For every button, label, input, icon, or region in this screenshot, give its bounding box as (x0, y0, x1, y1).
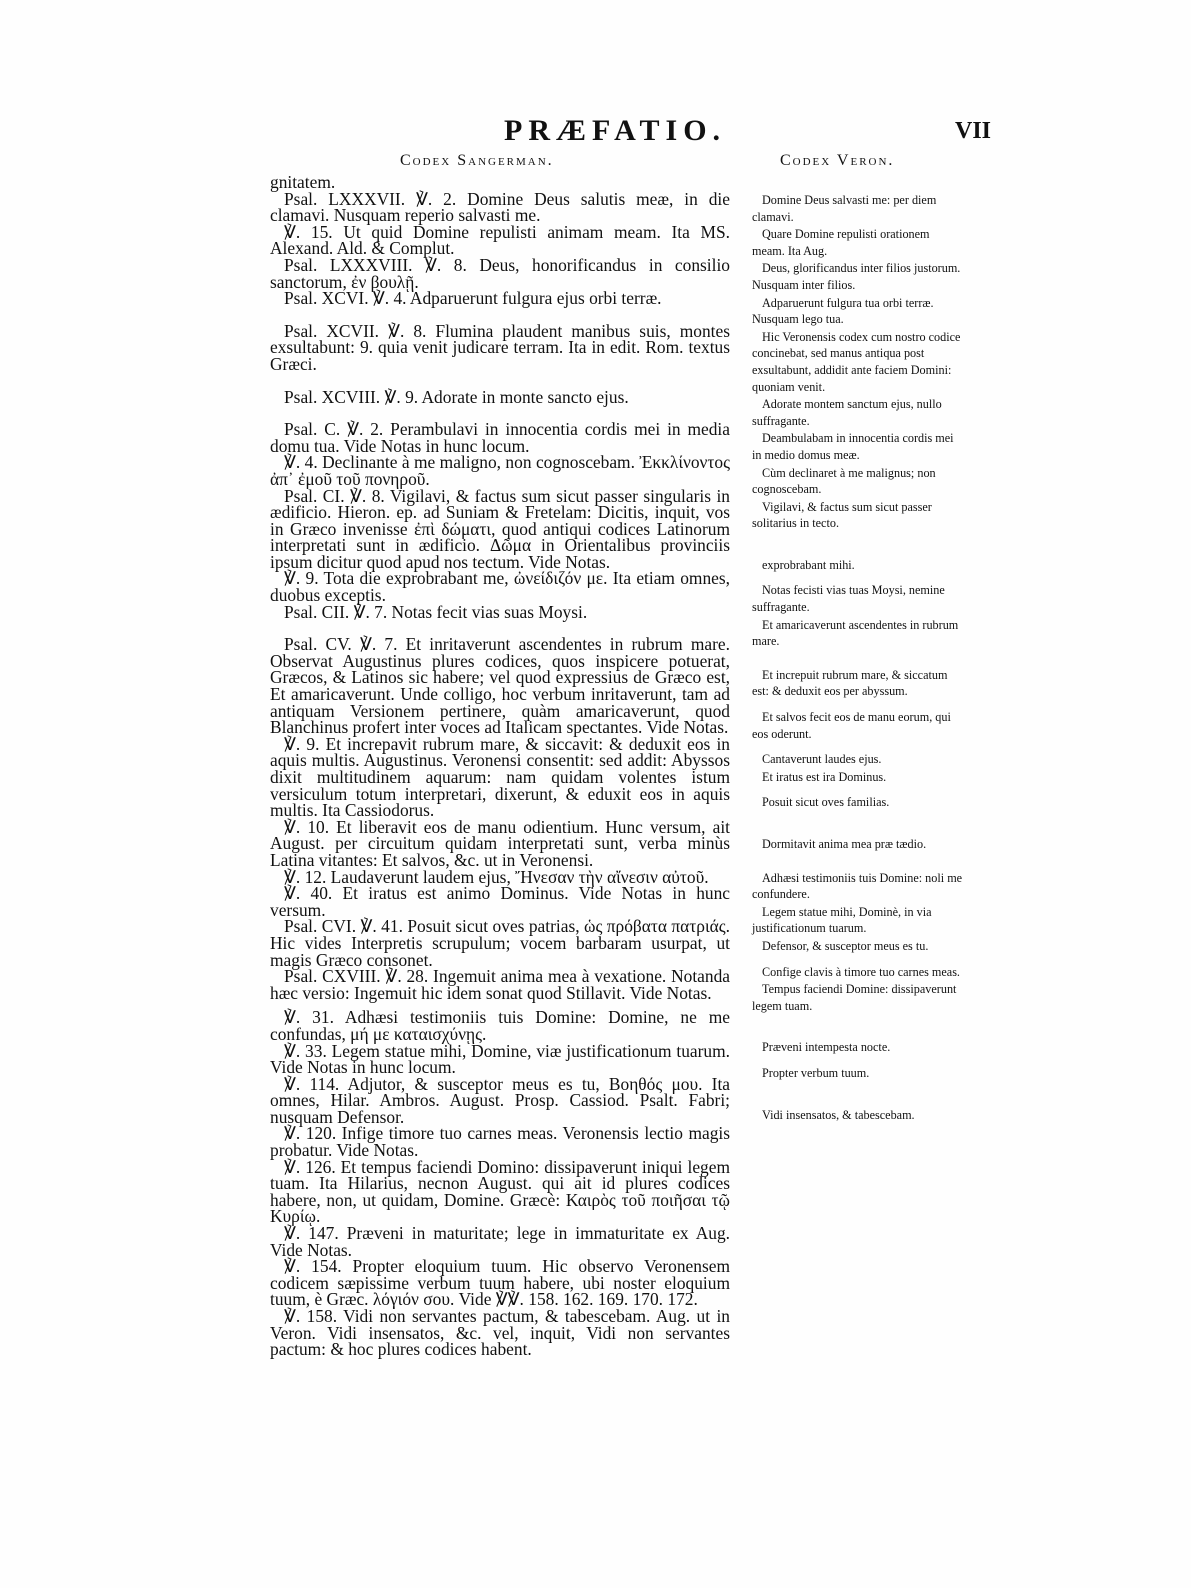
left-entry: ℣. 9. Tota die exprobrabant me, ὠνείδιζόν με. Ita etiam omnes, duobus exceptis. (270, 568, 730, 606)
right-entry: Præveni intempesta nocte. (762, 1040, 891, 1055)
right-entry: Posuit sicut oves familias. (762, 795, 890, 810)
left-entry: Psal. XCVII. ℣. 8. Flumina plaudent manibus suis, montes exsultabunt: 9. quia venit judicare terram. Ita in edit. Rom. textus Græci. (270, 320, 730, 374)
column-heading-left: Codex Sangerman. (400, 152, 554, 169)
right-entry: Notas fecisti vias tuas Moysi, nemine suffragante. (752, 583, 945, 615)
right-entry: Confige clavis à timore tuo carnes meas. (762, 964, 960, 979)
right-entry: Et amaricaverunt ascendentes in rubrum mare. (752, 617, 959, 649)
right-entry: Adhæsi testimoniis tuis Domine: noli me confundere. (752, 870, 963, 902)
right-entry: Defensor, & susceptor meus es tu. (762, 938, 929, 953)
left-entry: ℣. 120. Infige timore tuo carnes meas. Veronensis lectio magis probatur. Vide Notas. (270, 1123, 730, 1161)
right-entry: Et iratus est ira Dominus. (762, 769, 887, 784)
left-entry: ℣. 33. Legem statue mihi, Domine, viæ justificationum tuarum. Vide Notas in hunc locum. (270, 1040, 730, 1078)
right-entry: Cùm declinaret à me malignus; non cognoscebam. (752, 465, 936, 497)
right-entry: Cantaverunt laudes ejus. (762, 752, 882, 767)
right-entry: Domine Deus salvasti me: per diem clamavi. (752, 193, 937, 224)
left-entry: ℣. 10. Et liberavit eos de manu odientium. Hunc versum, ait August. per circuitum quidam interpretati sunt, verba minùs Latina vitantes: Et salvos, &c. ut in Veronensi. (270, 816, 730, 870)
right-entry: Et salvos fecit eos de manu eorum, qui eos oderunt. (752, 710, 951, 741)
right-entry: Quare Domine repulisti orationem meam. Ita Aug. (752, 227, 930, 258)
left-entry: Psal. LXXXVIII. ℣. 8. Deus, honorificandus in consilio sanctorum, ἐν βουλῇ. (270, 254, 730, 292)
left-entry: Psal. CXVIII. ℣. 28. Ingemuit anima mea à vexatione. Notanda hæc versio: Ingemuit hic idem sonat quod Stillavit. Vide Notas. (270, 966, 730, 1003)
left-entry: Psal. CV. ℣. 7. Et inritaverunt ascendentes in rubrum mare. Observat Augustinus plures codices, quos inspicere potuerat, Græcos, & Latinos sic habere; vel quod expressius de Græco est, Et amaricaverunt. Unde colligo, hoc verbum inritaverunt, tam ad antiquam Versionem pertinere, quàm amaricaverunt, quod Blanchinus profert inter voces ad Italicam spectantes. Vide Notas. (270, 634, 730, 738)
left-entry: ℣. 31. Adhæsi testimoniis tuis Domine: Domine, ne me confundas, μή με καταισχύνῃς. (270, 1007, 730, 1044)
left-column-codex-sangerman (270, 174, 730, 1358)
right-entry: Adparuerunt fulgura tua orbi terræ. Nusquam lego tua. (752, 295, 934, 327)
left-entry: Psal. C. ℣. 2. Perambulavi in innocentia cordis mei in media domu tua. Vide Notas in hunc locum. (270, 419, 730, 456)
right-entry: exprobrabant mihi. (762, 557, 855, 572)
left-entry: ℣. 15. Ut quid Domine repulisti animam meam. Ita MS. Alexand. Ald. & Complut. (270, 221, 730, 259)
left-entry: ℣. 40. Et iratus est animo Dominus. Vide Notas in hunc versum. (270, 883, 730, 920)
right-entry: Dormitavit anima mea præ tædio. (762, 837, 927, 851)
right-entry: Adorate montem sanctum ejus, nullo suffragante. (752, 397, 942, 428)
left-entry: ℣. 126. Et tempus faciendi Domino: dissipaverunt iniqui legem tuam. Ita Hilarius, necnon August. qui ait id plures codices habere, non, ut quidam, Domine. Græcè: Καιρὸς τοῦ ποιῆσαι τῷ Κυρίῳ. (270, 1156, 730, 1227)
column-heading-right: Codex Veron. (780, 152, 895, 169)
right-entry: Legem statue mihi, Dominè, in via justificationum tuarum. (752, 904, 932, 936)
right-entry: Hic Veronensis codex cum nostro codice concinebat, sed manus antiqua post exsultabunt, addidit ante faciem Domini: quoniam venit. (752, 329, 961, 394)
left-entry: Psal. CI. ℣. 8. Vigilavi, & factus sum sicut passer singularis in ædificio. Hieron. ep. ad Suniam & Fretelam: Dicitis, inquit, vos in Græco invenisse ἐπὶ δώματι, quod antiqui codices Latinorum interpretati sunt in ædificio. Δῶμα in Orientalibus provinciis ipsum dicitur quod apud nos tectum. Vide Notas. (270, 485, 730, 572)
right-entry: Deambulabam in innocentia cordis mei in medio domus meæ. (752, 431, 954, 462)
right-entry: Propter verbum tuum. (762, 1065, 870, 1080)
left-entry: ℣. 158. Vidi non servantes pactum, & tabescebam. Aug. ut in Veron. Vidi insensatos, &c. vel, inquit, Vidi non servantes pactum: & hoc plures codices habent. (270, 1306, 730, 1360)
right-entry: Tempus faciendi Domine: dissipaverunt legem tuam. (752, 982, 957, 1013)
left-entry: Psal. LXXXVII. ℣. 2. Domine Deus salutis meæ, in die clamavi. Nusquam reperio salvasti me. (270, 188, 730, 226)
right-column-codex-veron (752, 192, 964, 1124)
right-entry: Deus, glorificandus inter filios justorum. Nusquam inter filios. (752, 261, 961, 292)
left-entry: Psal. CVI. ℣. 41. Posuit sicut oves patrias, ὡς πρόβατα πατριάς. Hic vides Interpretis scrupulum; vocem barbaram usurpat, ut magis Græco consonet. (270, 916, 730, 970)
right-entry: Et increpuit rubrum mare, & siccatum est: & deduxit eos per abyssum. (752, 667, 948, 699)
right-entry: Vidi insensatos, & tabescebam. (762, 1107, 915, 1122)
left-entry: gnitatem. (270, 172, 336, 192)
page-number: VII (955, 118, 992, 144)
left-entry: Psal. XCVI. ℣. 4. Adparuerunt fulgura ejus orbi terræ. (284, 288, 662, 309)
left-entry: ℣. 4. Declinante à me maligno, non cognoscebam. Ἐκκλίνοντος ἀπ᾽ ἐμοῦ τοῦ πονηροῦ. (270, 452, 730, 489)
page-title: PRÆFATIO. (504, 114, 727, 147)
left-entry: Psal. CII. ℣. 7. Notas fecit vias suas Moysi. (284, 601, 588, 622)
right-entry: Vigilavi, & factus sum sicut passer solitarius in tecto. (752, 499, 932, 531)
left-entry: ℣. 154. Propter eloquium tuum. Hic observo Veronensem codicem sæpissime verbum tuum habere, ubi noster eloquium tuum, è Græc. λόγιόν σου. Vide ℣℣. 158. 162. 169. 170. 172. (270, 1256, 730, 1310)
left-entry: ℣. 147. Præveni in maturitate; lege in immaturitate ex Aug. Vide Notas. (270, 1223, 730, 1260)
left-entry: ℣. 9. Et increpavit rubrum mare, & siccavit: & deduxit eos in aquis multis. Augustinus. Veronensi consentit: sed addit: Abyssos dixit multitudinem aquarum: nam quidam volentes istum versiculum totum interpretari, dixerunt, & eduxit eos in aquis multis. Ita Cassiodorus. (270, 733, 730, 821)
left-entry: ℣. 12. Laudaverunt laudem ejus, Ἤνεσαν τὴν αἴνεσιν αὐτοῦ. (284, 866, 709, 887)
left-entry: Psal. XCVIII. ℣. 9. Adorate in monte sancto ejus. (284, 386, 629, 407)
left-entry: ℣. 114. Adjutor, & susceptor meus es tu, Βοηθός μου. Ita omnes, Hilar. Ambros. August. Prosp. Cassiod. Psalt. Fabri; nusquam Defensor. (270, 1073, 730, 1127)
